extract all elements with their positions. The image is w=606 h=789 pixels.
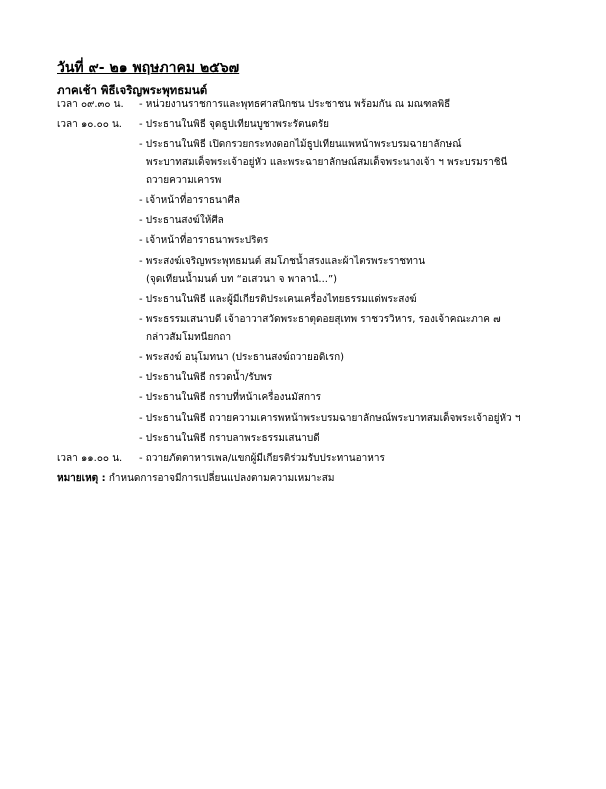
schedule-item: - หน่วยงานราชการและพุทธศาสนิกชน ประชาชน พร้อมกัน ณ มณฑลพิธี [139, 99, 451, 110]
schedule-item: - ถวายภัตตาหารเพล/แขกผู้มีเกียรติร่วมรับประทานอาหาร [139, 453, 385, 464]
schedule-item: - ประธานในพิธี ถวายความเคารพหน้าพระบรมฉายาลักษณ์พระบาทสมเด็จพระเจ้าอยู่หัว ฯ [139, 413, 521, 424]
time-label-1100: เวลา ๑๑.๐๐ น. [57, 453, 123, 464]
note-label: หมายเหตุ : [57, 473, 106, 484]
schedule-item-continuation: กล่าวสัมโมทนียกถา [146, 332, 232, 343]
note [57, 472, 334, 486]
schedule-item-continuation: ถวายความเคารพ [146, 175, 222, 186]
schedule-item: - ประธานสงฆ์ให้ศีล [139, 215, 224, 226]
schedule-item: - เจ้าหน้าที่อาราธนาพระปริตร [139, 235, 269, 246]
document-title: วันที่ ๙- ๒๑ พฤษภาคม ๒๕๖๗ [57, 60, 240, 76]
schedule-item-continuation: (จุดเทียนน้ำมนต์ บท “อเสวนา จ พาลานํ...”) [146, 274, 338, 285]
note-text: กำหนดการอาจมีการเปลี่ยนแปลงตามความเหมาะสม [105, 473, 335, 484]
section-title: ภาคเช้า พิธีเจริญพระพุทธมนต์ [57, 83, 208, 97]
schedule-item: - พระสงฆ์ อนุโมทนา (ประธานสงฆ์ถวายอดิเรก) [139, 352, 345, 363]
schedule-item: - ประธานในพิธี กรวดน้ำ/รับพร [139, 372, 273, 383]
time-label-1000: เวลา ๑๐.๐๐ น. [57, 119, 122, 130]
schedule-item: - ประธานในพิธี เปิดกรวยกระทงดอกไม้ธูปเทียนแพหน้าพระบรมฉายาลักษณ์ [139, 139, 462, 150]
schedule-item: - พระสงฆ์เจริญพระพุทธมนต์ สมโภชน้ำสรงและผ้าไตรพระราชทาน [139, 256, 426, 267]
schedule-item: - ประธานในพิธี กราบที่หน้าเครื่องนมัสการ [139, 392, 321, 403]
time-label-0930: เวลา ๐๙.๓๐ น. [57, 99, 124, 110]
schedule-item: - เจ้าหน้าที่อาราธนาศีล [139, 195, 240, 206]
schedule-item: - ประธานในพิธี จุดธูปเทียนบูชาพระรัตนตรัย [139, 119, 330, 130]
schedule-item: - ประธานในพิธี กราบลาพระธรรมเสนาบดี [139, 433, 320, 444]
schedule-item: - ประธานในพิธี และผู้มีเกียรติประเคนเครื่องไทยธรรมแด่พระสงฆ์ [139, 294, 417, 305]
schedule-item: - พระธรรมเสนาบดี เจ้าอาวาสวัดพระธาตุดอยสุเทพ ราชวรวิหาร, รองเจ้าคณะภาค ๗ [139, 314, 501, 325]
schedule-item-continuation: พระบาทสมเด็จพระเจ้าอยู่หัว และพระฉายาลักษณ์สมเด็จพระนางเจ้า ฯ พระบรมราชินี [146, 157, 508, 168]
